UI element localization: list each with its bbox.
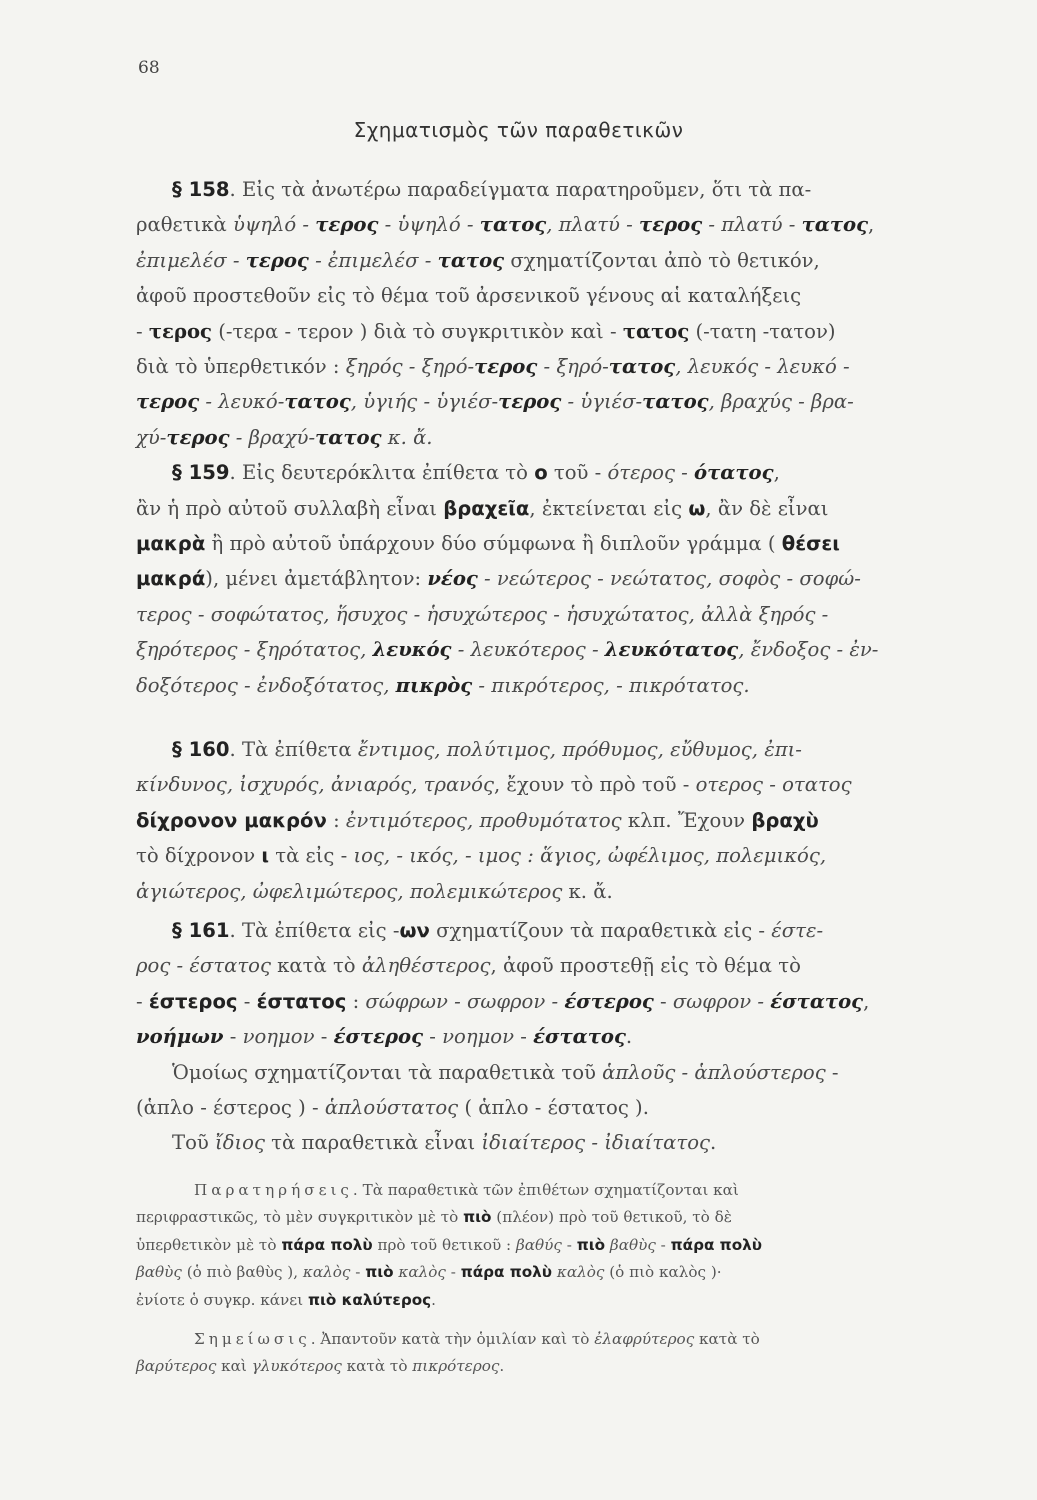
text-run: ρος - έστατος: [136, 954, 271, 978]
text-run: ἴδιος: [215, 1131, 265, 1155]
section-number: § 161: [172, 919, 230, 942]
section-number: § 160: [172, 738, 230, 761]
text-run: καλὸς: [398, 1263, 446, 1282]
text-run: Ὁμοίως σχηματίζονται τὰ παραθετικὰ τοῦ: [172, 1060, 603, 1084]
text-run: ι: [261, 844, 270, 868]
text-line: [136, 1259, 994, 1286]
text-run: . Τὰ ἐπίθετα: [229, 738, 358, 761]
text-line: [136, 874, 994, 909]
text-run: , λευκός - λευκό -: [675, 355, 850, 379]
text-run: . Εἰς δευτερόκλιτα ἐπίθετα τὸ: [229, 461, 535, 485]
text-run: πάρα πολὺ: [281, 1235, 373, 1254]
text-run: τὰ εἰς -: [269, 844, 354, 868]
text-run: ,: [863, 989, 870, 1013]
text-run: (-τατη -τατον): [689, 319, 836, 343]
text-run: , σοφὸς - σοφώ-: [706, 567, 861, 591]
text-line: [136, 207, 994, 242]
text-run: βραχεῖα: [443, 496, 530, 520]
text-run: .: [499, 1357, 505, 1376]
text-run: νεώτερος: [496, 567, 591, 591]
text-run: -: [314, 1025, 334, 1049]
text-run: ἀφοῦ προστεθοῦν εἰς τὸ θέμα τοῦ ἀρσενικοῦ γένους αἱ καταλήξεις: [136, 284, 802, 308]
text-run: τατος: [642, 390, 709, 414]
text-run: ἐνίοτε ὁ συγκρ. κάνει: [136, 1290, 308, 1309]
text-run: ιος, - ικός, - ιμος : ἅγιος, ὠφέλιμος, πολεμικός,: [353, 844, 827, 868]
text-run: τατος: [284, 390, 351, 414]
text-line: [136, 838, 994, 873]
page-number: 68: [138, 58, 160, 78]
text-run: , πλατύ -: [546, 213, 640, 237]
text-run: τατος: [315, 425, 382, 449]
text-run: τερος: [245, 248, 309, 272]
text-run: -: [477, 567, 497, 591]
text-run: νοήμων: [136, 1025, 224, 1049]
text-line: [136, 455, 994, 490]
text-line: [136, 1177, 994, 1204]
text-run: ἐπιμελέσ -: [136, 248, 246, 272]
text-run: ), μένει ἀμετάβλητον:: [205, 567, 428, 591]
text-run: ἔντιμος, πολύτιμος, πρόθυμος, εὔθυμος, ἐπι-: [357, 738, 802, 761]
text-run: ω: [688, 496, 706, 520]
text-line: [136, 243, 994, 278]
text-run: πικρότερος: [412, 1357, 500, 1376]
text-line: [136, 349, 994, 384]
text-line: [136, 1353, 994, 1380]
text-run: ,: [868, 213, 875, 237]
text-run: βαθὺς: [609, 1235, 656, 1254]
text-line: [136, 668, 994, 703]
text-run: ἁπλοῦς - ἁπλούστερος: [602, 1060, 826, 1084]
text-run: νοημον: [242, 1025, 315, 1049]
text-run: έστε-: [771, 919, 824, 942]
text-run: -: [514, 1025, 534, 1049]
text-run: - βραχύ-: [229, 425, 316, 449]
text-run: έστερος: [564, 989, 654, 1013]
text-run: , ἀφοῦ προστεθῇ εἰς τὸ θέμα τὸ: [490, 954, 801, 978]
text-run: ἂν ἡ πρὸ αὐτοῦ συλλαβὴ εἶναι: [136, 496, 444, 520]
text-run: -: [237, 989, 257, 1013]
text-run: έστερος: [333, 1025, 424, 1049]
text-run: (-τερα - τερον ) διὰ τὸ συγκριτικὸν καὶ -: [211, 319, 623, 343]
text-run: ἢ πρὸ αὐτοῦ ὑπάρχουν δύο σύμφωνα ἢ διπλοῦν γράμμα (: [205, 532, 782, 556]
text-run: πικρὸς: [395, 673, 473, 697]
text-line: [136, 632, 994, 667]
text-run: - πλατύ -: [702, 213, 802, 237]
text-run: τὰ παραθετικὰ εἶναι: [264, 1131, 482, 1155]
text-run: πάρα πολὺ: [670, 1235, 762, 1254]
text-run: - ξηρό-: [537, 355, 609, 379]
text-run: τερος: [136, 390, 200, 414]
text-run: - λευκότερος -: [451, 638, 605, 662]
text-run: ( ἁπλο - έστατος ).: [458, 1096, 649, 1120]
text-run: τερος: [148, 319, 212, 343]
text-run: ἰδιαίτερος - ἰδιαίτατος: [481, 1131, 710, 1155]
text-run: κ. ἄ.: [381, 425, 433, 449]
text-line: [136, 278, 994, 313]
text-run: νεώτατος: [610, 567, 707, 591]
text-run: ότερος -: [607, 461, 695, 485]
text-run: τατος: [622, 319, 690, 343]
page-title: Σχηματισμὸς τῶν παραθετικῶν: [353, 118, 684, 142]
text-run: τερος: [166, 425, 230, 449]
text-run: ,: [773, 461, 780, 485]
text-line: [136, 420, 994, 455]
section-number: § 158: [172, 178, 230, 201]
text-run: πιὸ: [576, 1235, 606, 1254]
text-line: [136, 491, 994, 526]
text-run: -: [350, 1263, 366, 1282]
text-line: [136, 597, 994, 632]
text-line: [136, 384, 994, 419]
text-line: [136, 1019, 994, 1054]
text-run: κατὰ τὸ: [270, 954, 362, 978]
text-run: , ἂν δὲ εἶναι: [705, 496, 829, 520]
text-line: [136, 732, 994, 767]
text-run: ἀληθέστερος: [361, 954, 491, 978]
text-run: νοημον: [442, 1025, 515, 1049]
text-line: [136, 948, 994, 983]
text-run: (ὁ πιὸ καλὸς )·: [604, 1263, 722, 1282]
text-run: τατος: [479, 213, 547, 237]
text-run: πιὸ: [365, 1263, 394, 1282]
text-run: σχηματίζουν τὰ παραθετικὰ εἰς -: [429, 919, 772, 942]
text-line: [136, 803, 994, 838]
text-run: κίνδυνος, ἰσχυρός, ἀνιαρός, τρανός: [136, 773, 494, 797]
text-run: περιφραστικῶς, τὸ μὲν συγκριτικὸν μὲ τὸ: [136, 1208, 464, 1227]
text-run: ραθετικὰ: [136, 213, 233, 237]
paragraph-158: [136, 172, 994, 703]
text-run: έστερος: [148, 989, 238, 1013]
text-run: νέος: [427, 567, 478, 591]
text-run: θέσει: [781, 532, 840, 556]
text-run: πρὸ τοῦ θετικοῦ :: [372, 1235, 516, 1254]
text-line: [136, 561, 994, 596]
text-run: ἐντιμότερος, προθυμότατος: [345, 808, 622, 832]
text-run: τατος: [608, 355, 676, 379]
remarks-heading: Παρατηρήσεις: [194, 1181, 353, 1199]
text-line: [136, 767, 994, 802]
text-run: τερος - σοφώτατος, ἥσυχος - ἡσυχώτερος - ἡσυχώτατος, ἀλλὰ ξηρός -: [136, 602, 829, 626]
text-run: πάρα πολὺ: [460, 1263, 553, 1282]
text-run: κλπ. Ἔχουν: [621, 808, 752, 832]
text-run: έστατος: [256, 989, 347, 1013]
text-run: σώφρων - σωφρον -: [365, 989, 565, 1013]
text-run: γλυκότερος: [251, 1357, 342, 1376]
text-run: ἐλαφρύτερος: [594, 1330, 695, 1348]
text-run: βαθύς: [516, 1235, 562, 1254]
text-run: , ὑγιής - ὑγιέσ-: [350, 390, 499, 414]
text-run: , ἔχουν τὸ πρὸ τοῦ -: [493, 773, 696, 797]
text-run: κατὰ τὸ: [694, 1330, 760, 1348]
text-run: -: [655, 1235, 671, 1254]
note-block: [136, 1326, 994, 1381]
text-run: μακρά: [136, 567, 206, 591]
text-run: βαθὺς: [136, 1263, 182, 1282]
text-run: ο: [534, 461, 548, 485]
text-run: μακρὰ: [136, 532, 206, 556]
text-run: πιὸ: [463, 1208, 492, 1227]
text-run: καλὸς: [556, 1263, 605, 1282]
text-run: τερος: [639, 213, 703, 237]
text-line: [136, 1204, 994, 1231]
text-run: .: [431, 1290, 436, 1309]
text-line: [136, 1326, 994, 1353]
text-line: [136, 314, 994, 349]
text-line: [136, 172, 994, 207]
text-run: - ὑψηλό -: [378, 213, 480, 237]
text-run: Τοῦ: [172, 1131, 216, 1155]
text-run: -: [223, 1025, 243, 1049]
text-run: :: [346, 989, 366, 1013]
text-run: ων: [399, 919, 430, 942]
text-run: , ἐκτείνεται εἰς: [529, 496, 689, 520]
text-run: τερος: [498, 390, 562, 414]
text-run: πιὸ καλύτερος: [307, 1290, 432, 1309]
text-run: . Τὰ παραθετικὰ τῶν ἐπιθέτων σχηματίζονται καὶ: [352, 1181, 739, 1199]
text-line: [136, 1055, 994, 1090]
text-run: έστατος: [533, 1025, 626, 1049]
text-run: . Εἰς τὰ ἀνωτέρω παραδείγματα παρατηροῦμεν, ὅτι τὰ πα-: [229, 178, 812, 201]
text-run: ξηρότερος - ξηρότατος,: [136, 638, 373, 662]
text-run: τατος: [437, 248, 505, 272]
text-run: -: [136, 989, 149, 1013]
text-run: - πικρότερος, - πικρότατος.: [472, 673, 750, 697]
text-run: -: [136, 319, 149, 343]
text-line: [136, 984, 994, 1019]
text-run: -: [653, 989, 673, 1013]
text-run: σχηματίζονται ἀπὸ τὸ θετικόν,: [504, 248, 820, 272]
text-run: - ἐπιμελέσ -: [308, 248, 438, 272]
text-run: (ἁπλο - έστερος ) -: [136, 1096, 325, 1120]
paragraph-161: [136, 913, 994, 1161]
text-run: διὰ τὸ ὑπερθετικόν :: [136, 355, 346, 379]
text-run: .: [625, 1025, 633, 1049]
text-run: τὸ δίχρονον: [136, 844, 262, 868]
text-run: ἁγιώτερος, ὠφελιμώτερος, πολεμικώτερος: [136, 879, 563, 903]
text-run: σωφρον -: [672, 989, 771, 1013]
text-run: τερος: [474, 355, 538, 379]
text-run: δοξότερος - ἐνδοξότατος,: [136, 673, 396, 697]
text-run: καὶ: [216, 1357, 252, 1376]
text-run: ἁπλούστατος: [324, 1096, 459, 1120]
remarks-block: [136, 1177, 994, 1314]
text-line: [136, 1090, 994, 1125]
text-run: τερος: [315, 213, 379, 237]
text-line: [136, 913, 994, 948]
text-run: .: [709, 1131, 717, 1155]
text-run: τοῦ -: [547, 461, 608, 485]
text-run: . Ἀπαντοῦν κατὰ τὴν ὁμιλίαν καὶ τὸ: [310, 1330, 595, 1348]
text-run: :: [326, 808, 346, 832]
text-run: καλὸς: [302, 1263, 351, 1282]
text-run: έστατος: [770, 989, 864, 1013]
text-line: [136, 1125, 994, 1160]
text-run: δίχρονον μακρόν: [136, 808, 327, 832]
text-run: (πλέον) πρὸ τοῦ θετικοῦ, τὸ δὲ: [491, 1208, 732, 1227]
text-run: ξηρός - ξηρό-: [345, 355, 475, 379]
text-run: βραχὺ: [751, 808, 819, 832]
text-run: χύ-: [136, 425, 167, 449]
text-line: [136, 526, 994, 561]
text-run: -: [445, 1263, 461, 1282]
text-run: -: [825, 1060, 839, 1084]
text-run: λευκότατος: [604, 638, 739, 662]
text-line: [136, 1232, 994, 1259]
paragraph-160: [136, 732, 994, 909]
text-run: - λευκό-: [199, 390, 285, 414]
text-run: τατος: [801, 213, 869, 237]
text-line: [136, 1287, 994, 1314]
text-run: , βραχύς - βρα-: [708, 390, 854, 414]
text-run: . Τὰ ἐπίθετα εἰς -: [229, 919, 400, 942]
text-run: ότατος: [694, 461, 774, 485]
text-run: κ. ἄ.: [562, 879, 613, 903]
text-run: - ὑγιέσ-: [561, 390, 643, 414]
text-run: -: [561, 1235, 577, 1254]
text-run: -: [590, 567, 611, 591]
text-run: (ὁ πιὸ βαθὺς ),: [181, 1263, 303, 1282]
text-run: -: [423, 1025, 443, 1049]
text-run: ὑψηλό -: [232, 213, 316, 237]
text-run: κατὰ τὸ: [341, 1357, 413, 1376]
text-run: οτερος - οτατος: [695, 773, 852, 797]
text-run: βαρύτερος: [136, 1357, 217, 1376]
text-run: , ἔνδοξος - ἐν-: [738, 638, 879, 662]
note-heading: Σημείωσις: [194, 1330, 311, 1348]
text-run: λευκός: [372, 638, 452, 662]
section-number: § 159: [172, 461, 230, 485]
text-run: ὑπερθετικὸν μὲ τὸ: [136, 1235, 282, 1254]
